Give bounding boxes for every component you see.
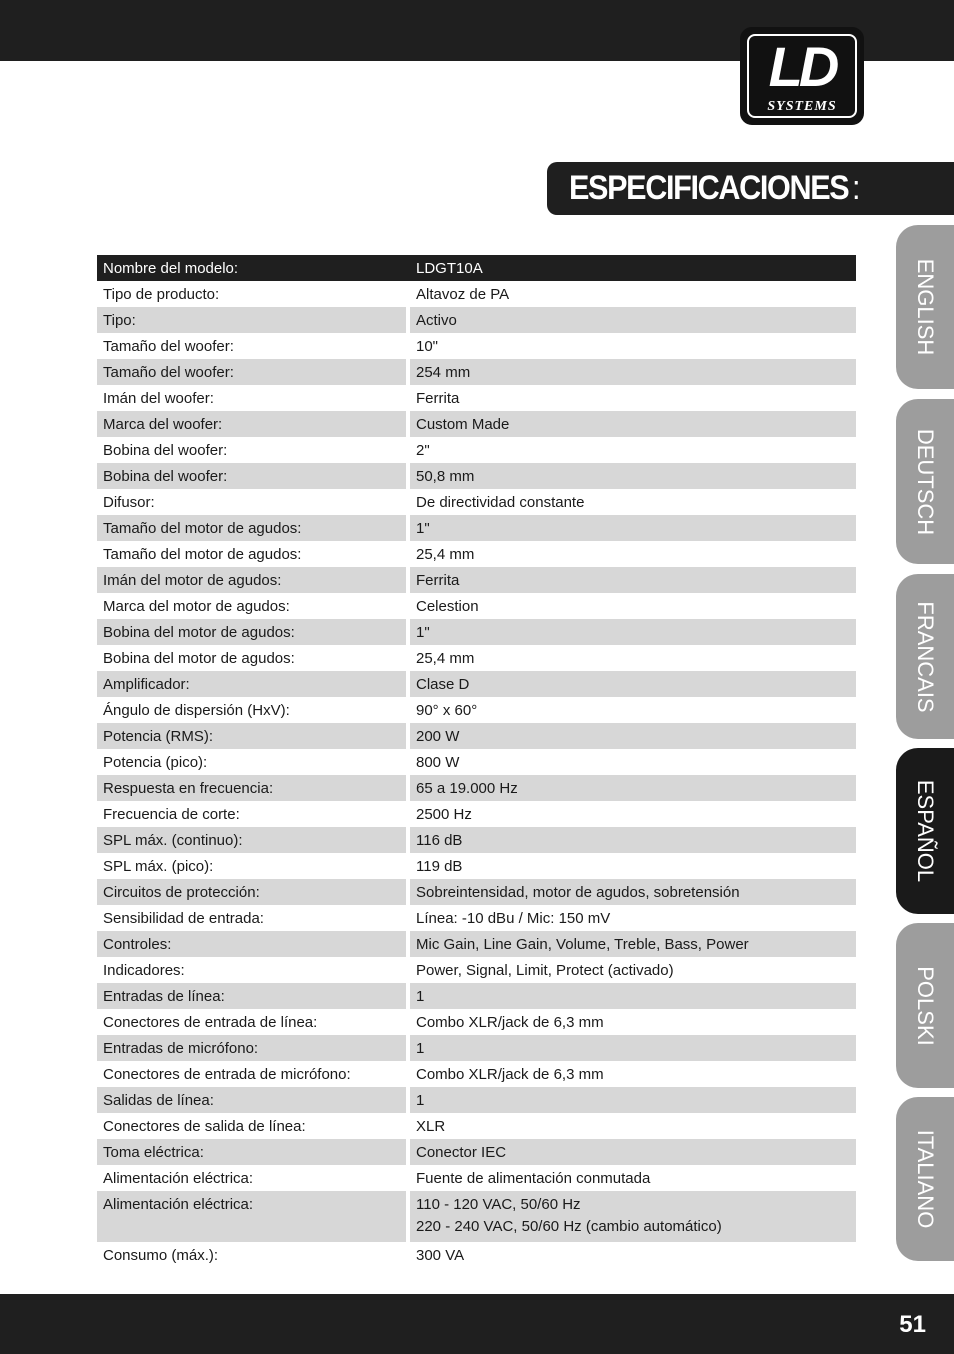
table-row: [97, 1165, 856, 1191]
spec-label: Imán del motor de agudos:: [97, 567, 408, 593]
tab-deutsch-label: DEUTSCH: [913, 428, 938, 535]
table-row: [97, 463, 856, 489]
tab-deutsch[interactable]: [896, 399, 954, 564]
spec-label: Toma eléctrica:: [97, 1139, 408, 1165]
spec-label: Amplificador:: [97, 671, 408, 697]
table-row: [97, 645, 856, 671]
section-title-bar: [547, 162, 954, 215]
spec-value: 1: [408, 983, 856, 1009]
table-row: [97, 931, 856, 957]
table-header-row: [97, 255, 856, 281]
tab-francais[interactable]: [896, 574, 954, 739]
spec-value: 119 dB: [416, 857, 463, 875]
logo-frame: [747, 34, 857, 118]
table-row: [97, 1009, 856, 1035]
table-row: [97, 359, 856, 385]
spec-value: 800 W: [416, 753, 460, 771]
spec-label: Nombre del modelo:: [97, 255, 408, 281]
spec-value: 25,4 mm: [416, 545, 475, 563]
spec-label: Potencia (pico):: [97, 749, 408, 775]
spec-value: Activo: [408, 307, 856, 333]
spec-value: De directividad constante: [416, 493, 585, 511]
spec-value: 25,4 mm: [416, 649, 475, 667]
spec-value: 90° x 60°: [416, 701, 478, 719]
spec-label: Indicadores:: [97, 957, 408, 983]
spec-value: Power, Signal, Limit, Protect (activado): [416, 961, 674, 979]
table-row: [97, 749, 856, 775]
table-row: [97, 593, 856, 619]
table-row: [97, 1087, 856, 1113]
spec-value: 254 mm: [408, 359, 856, 385]
spec-label: Difusor:: [97, 489, 408, 515]
spec-value: Mic Gain, Line Gain, Volume, Treble, Bass, Power: [408, 931, 856, 957]
table-row: [97, 411, 856, 437]
spec-value: Combo XLR/jack de 6,3 mm: [416, 1065, 604, 1083]
spec-value: 1": [408, 619, 856, 645]
table-row: [97, 1191, 856, 1242]
spec-value: Clase D: [408, 671, 856, 697]
spec-value: 10": [416, 337, 439, 355]
table-row: [97, 489, 856, 515]
spec-value: Fuente de alimentación conmutada: [416, 1169, 651, 1187]
spec-label: Circuitos de protección:: [97, 879, 408, 905]
spec-label: Bobina del woofer:: [97, 437, 408, 463]
spec-label: Tipo:: [97, 307, 408, 333]
spec-label: Frecuencia de corte:: [97, 801, 408, 827]
spec-value: 1": [408, 515, 856, 541]
spec-label: Conectores de entrada de línea:: [97, 1009, 408, 1035]
spec-label: Marca del woofer:: [97, 411, 408, 437]
tab-italiano-label: ITALIANO: [913, 1129, 938, 1229]
spec-value-line-2: 220 - 240 VAC, 50/60 Hz (cambio automático): [416, 1218, 722, 1235]
spec-value: 2500 Hz: [416, 805, 472, 823]
spec-label: Potencia (RMS):: [97, 723, 408, 749]
spec-label: Bobina del motor de agudos:: [97, 645, 408, 671]
spec-label: Entradas de micrófono:: [97, 1035, 408, 1061]
spec-label: Tamaño del motor de agudos:: [97, 541, 408, 567]
table-row: [97, 775, 856, 801]
spec-label: Tamaño del motor de agudos:: [97, 515, 408, 541]
tab-francais-label: FRANCAIS: [913, 600, 938, 713]
spec-label: Tipo de producto:: [97, 281, 408, 307]
spec-value: 2": [416, 441, 430, 459]
spec-value: Custom Made: [408, 411, 856, 437]
spec-value: LDGT10A: [408, 255, 856, 281]
table-row: [97, 515, 856, 541]
specifications-table: [97, 255, 856, 1268]
table-row: [97, 697, 856, 723]
spec-value: Conector IEC: [408, 1139, 856, 1165]
spec-label: Ángulo de dispersión (HxV):: [97, 697, 408, 723]
ld-systems-logo: [740, 27, 864, 125]
table-row: [97, 801, 856, 827]
table-row: [97, 1113, 856, 1139]
table-row: [97, 541, 856, 567]
table-row: [97, 1242, 856, 1268]
tab-espanol[interactable]: [896, 748, 954, 914]
spec-label: Consumo (máx.):: [97, 1242, 408, 1268]
table-row: [97, 281, 856, 307]
page-title-colon: :: [851, 169, 860, 207]
spec-value: 116 dB: [408, 827, 856, 853]
spec-label: Alimentación eléctrica:: [97, 1191, 408, 1242]
spec-value: 1: [408, 1035, 856, 1061]
spec-value: Celestion: [416, 597, 479, 615]
table-row: [97, 307, 856, 333]
tab-polski[interactable]: [896, 923, 954, 1088]
spec-value: Altavoz de PA: [416, 285, 510, 303]
logo-systems-text: SYSTEMS: [767, 99, 837, 114]
spec-label: Alimentación eléctrica:: [97, 1165, 408, 1191]
table-row: [97, 619, 856, 645]
tab-english[interactable]: [896, 225, 954, 389]
spec-label: Respuesta en frecuencia:: [97, 775, 408, 801]
spec-label: Conectores de entrada de micrófono:: [97, 1061, 408, 1087]
spec-value: Ferrita: [408, 567, 856, 593]
spec-label: Tamaño del woofer:: [97, 359, 408, 385]
spec-label: Sensibilidad de entrada:: [97, 905, 408, 931]
tab-italiano[interactable]: [896, 1097, 954, 1261]
table-row: [97, 1035, 856, 1061]
table-row: [97, 1139, 856, 1165]
spec-value: Línea: -10 dBu / Mic: 150 mV: [416, 909, 611, 927]
spec-label: Conectores de salida de línea:: [97, 1113, 408, 1139]
spec-label: Controles:: [97, 931, 408, 957]
spec-value: 65 a 19.000 Hz: [408, 775, 856, 801]
spec-value: [408, 1191, 856, 1242]
tab-espanol-label: ESPAÑOL: [913, 779, 938, 883]
table-row: [97, 1061, 856, 1087]
spec-value: XLR: [416, 1117, 446, 1135]
spec-value: Sobreintensidad, motor de agudos, sobretensión: [408, 879, 856, 905]
table-row: [97, 333, 856, 359]
tab-english-label: ENGLISH: [913, 258, 938, 356]
spec-label: Tamaño del woofer:: [97, 333, 408, 359]
spec-label: SPL máx. (pico):: [97, 853, 408, 879]
spec-label: Salidas de línea:: [97, 1087, 408, 1113]
table-row: [97, 983, 856, 1009]
table-row: [97, 671, 856, 697]
table-row: [97, 827, 856, 853]
spec-value: 200 W: [408, 723, 856, 749]
page-title: [569, 169, 859, 208]
table-row: [97, 853, 856, 879]
table-row: [97, 879, 856, 905]
footer-bar: [0, 1294, 954, 1354]
table-row: [97, 567, 856, 593]
table-row: [97, 905, 856, 931]
page-title-text: ESPECIFICACIONES: [569, 169, 849, 207]
logo-ld-text: LD: [768, 35, 836, 98]
spec-label: SPL máx. (continuo):: [97, 827, 408, 853]
spec-value: Ferrita: [416, 389, 460, 407]
table-row: [97, 385, 856, 411]
spec-label: Marca del motor de agudos:: [97, 593, 408, 619]
spec-label: Bobina del woofer:: [97, 463, 408, 489]
table-row: [97, 957, 856, 983]
spec-value: 1: [408, 1087, 856, 1113]
table-row: [97, 723, 856, 749]
spec-label: Entradas de línea:: [97, 983, 408, 1009]
page-number: 51: [899, 1311, 926, 1338]
spec-value: Combo XLR/jack de 6,3 mm: [416, 1013, 604, 1031]
table-row: [97, 437, 856, 463]
tab-polski-label: POLSKI: [913, 965, 938, 1046]
spec-label: Bobina del motor de agudos:: [97, 619, 408, 645]
spec-label: Imán del woofer:: [97, 385, 408, 411]
spec-value-line-1: 110 - 120 VAC, 50/60 Hz: [416, 1196, 581, 1213]
spec-value: 50,8 mm: [408, 463, 856, 489]
spec-value: 300 VA: [416, 1246, 465, 1264]
